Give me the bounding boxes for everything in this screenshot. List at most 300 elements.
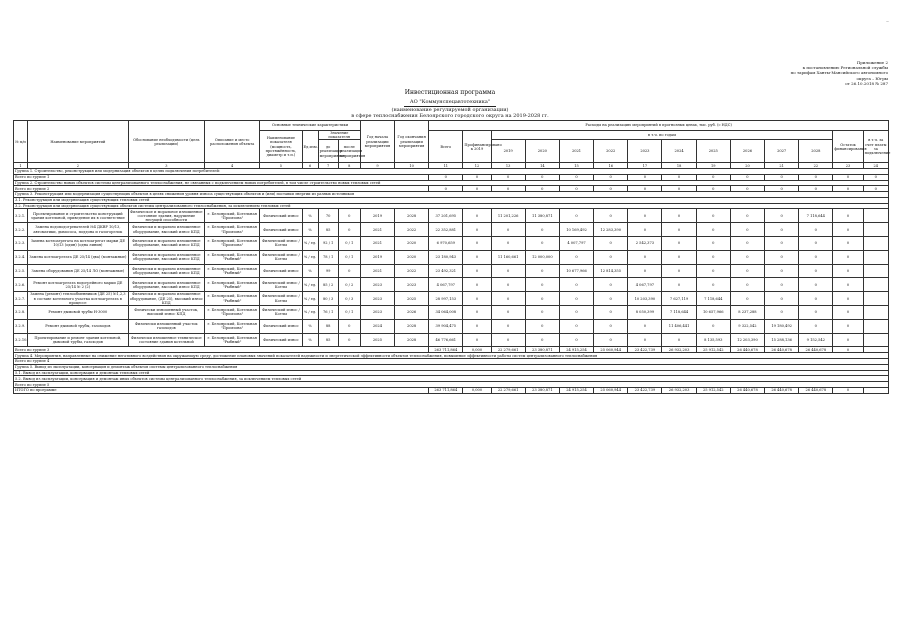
header-after: после реализации мероприятия (338, 140, 360, 163)
column-number: 12 (463, 163, 491, 169)
indicator-name: Физический износ / Котлы (260, 237, 302, 251)
column-number: 9 (360, 163, 394, 169)
cost-remaining: 0 (833, 306, 863, 320)
total-value: 0 (525, 174, 559, 180)
cost-financed: 0 (463, 209, 491, 223)
total-value: 0 (594, 174, 628, 180)
cost-total: 46 776,661 (429, 333, 463, 347)
header-tech: Основные технические характеристики (260, 121, 361, 131)
cost-year-2023: 8 050,399 (628, 306, 662, 320)
measure-justification: Физически и морально изношенное оборудование, (ДЕ 25), высокий износ КПД (129, 292, 203, 305)
cost-year-2021: 0 (559, 209, 593, 223)
total-value: 0 (491, 186, 525, 192)
cost-year-2021: 0 (559, 333, 593, 347)
value-before: 92 / 1 (318, 237, 338, 251)
column-number: 22 (799, 163, 833, 169)
cost-year-2021: 0 (559, 292, 593, 306)
year-start: 2025 (360, 333, 394, 347)
group-3-1-heading: 3.1. Реконструкция или модернизация существующих тепловых сетей (14, 197, 889, 203)
table-row (14, 264, 889, 278)
total-value: 263 711,864 (429, 388, 463, 394)
cost-year-2024: 0 (662, 264, 696, 278)
measure-justification: Физически и морально изношенное оборудование, высокий износ КПД (128, 278, 204, 292)
cost-year-2019: 0 (491, 223, 525, 237)
cost-year-2026: 0 (730, 278, 764, 292)
measure-location: г. Белоярский, Котельная "Промзона" (205, 223, 260, 237)
cost-financed: 0 (463, 237, 491, 251)
cost-financed: 0 (463, 223, 491, 237)
value-before: 76 / 1 (318, 306, 338, 320)
cost-year-2026: 0 (730, 237, 764, 251)
value-before: 85 (318, 333, 338, 347)
year-end: 2025 (395, 292, 429, 306)
value-before: 70 (318, 209, 338, 223)
cost-remaining: 0 (833, 292, 863, 306)
cost-year-2024: 0 (662, 223, 696, 237)
table-row (14, 209, 889, 223)
table-row (14, 250, 889, 264)
total-value: 0 (463, 186, 491, 192)
column-number: 6 (302, 163, 318, 169)
indicator-unit: % / ед. (302, 306, 318, 320)
cost-year-2027: 0 (765, 209, 799, 223)
cost-total: 22 352,881 (429, 223, 463, 237)
value-after: 0 (338, 223, 360, 237)
year-start: 2023 (360, 292, 394, 306)
indicator-name: Физический износ (260, 264, 302, 278)
appendix-line: округа – Югры (856, 75, 888, 81)
value-before: 78 / 1 (318, 250, 338, 264)
cost-year-2028: 0 (799, 306, 833, 320)
cost-year-2021: 0 (559, 278, 593, 292)
document-titles (250, 90, 650, 120)
measure-name: Ремонт котлоагрегата водогрейного марки ДЕ 25/14 № 2 (2) (28, 278, 129, 292)
cost-year-2026: 0 (730, 223, 764, 237)
measure-justification: Физически изношенное техническое состояние здания котельной (128, 333, 204, 347)
cost-connection-fee (863, 223, 888, 237)
cost-financed: 0 (463, 319, 491, 333)
total-value: 0 (696, 186, 730, 192)
year-end: 2020 (395, 250, 429, 264)
measure-name: Замена (ремонт) теплообменников (ДЕ 25) №1,2,3 в составе котельного участка котлоагрегата в процессе (28, 292, 129, 306)
cost-year-2019: 0 (491, 306, 525, 320)
group-5-1-heading: 5.1. Вывод из эксплуатации, консервация и демонтаж тепловых сетей (14, 370, 889, 376)
total-value: 25 912,542 (696, 347, 730, 353)
year-start: 2023 (360, 306, 394, 320)
column-number: 7 (318, 163, 338, 169)
group-2-heading: Группа 2. Строительство новых объектов системы централизованного теплоснабжения, не связанных с подключением новых потребителей, в том числе строительство новых тепловых сетей (14, 180, 889, 186)
total-value: 0,000 (463, 347, 491, 353)
total-value: 0 (833, 388, 863, 394)
column-number: 1 (14, 163, 28, 169)
column-number: 21 (765, 163, 799, 169)
value-before: 88 (318, 319, 338, 333)
total-value: 26 440,678 (730, 347, 764, 353)
cost-total: 28 997,153 (429, 292, 463, 306)
column-number: 2 (28, 163, 129, 169)
total-value: 26 440,678 (799, 388, 833, 394)
cost-year-2021: 0 (559, 319, 593, 333)
organization-note: (наименование регулируемой организации) (391, 106, 509, 113)
value-after: 0 (338, 264, 360, 278)
cost-connection-fee (863, 278, 888, 292)
cost-year-2020: 0 (525, 333, 559, 347)
cost-year-2021: 4 007,797 (559, 237, 593, 251)
year-start: 2021 (360, 264, 394, 278)
indicator-unit: % (302, 319, 318, 333)
total-value: 0 (559, 186, 593, 192)
total-value: 26 440,678 (765, 347, 799, 353)
group-1-heading: Группа 1. Строительство, реконструкция или модернизация объектов в целях подключения потребителей: (14, 168, 889, 174)
cost-connection-fee (863, 250, 888, 264)
indicator-name: Физический износ (260, 223, 302, 237)
indicator-unit: % (302, 264, 318, 278)
year-start: 2023 (360, 278, 394, 292)
cost-year-2027: 0 (765, 223, 799, 237)
cost-year-2020: 0 (525, 292, 559, 306)
total-value: 24 915,254 (559, 347, 593, 353)
cost-year-2023: 0 (628, 264, 662, 278)
total-value: 26 440,678 (765, 388, 799, 394)
header-year-2022: 2022 (594, 140, 628, 163)
cost-year-2019: 0 (491, 264, 525, 278)
measure-number: 3.2.1. (14, 209, 28, 223)
cost-year-2028: 0 (799, 319, 833, 333)
column-number: 11 (429, 163, 463, 169)
measure-number: 3.2.4. (14, 250, 28, 264)
header-justification: Обоснование необходимости (цель реализации) (128, 121, 204, 163)
table-row (14, 237, 889, 251)
year-end: 2022 (395, 223, 429, 237)
cost-year-2020: 11 380,871 (525, 209, 559, 223)
value-after: 0 / 1 (338, 250, 360, 264)
column-number: 3 (128, 163, 204, 169)
measure-location: г. Белоярский, Котельная "Рыбный" (205, 250, 260, 264)
indicator-name: Физический износ / Котлы (260, 250, 302, 264)
total-value: 0 (730, 174, 764, 180)
indicator-name: Физический износ / Котлы (260, 292, 302, 306)
cost-year-2024: 0 (662, 250, 696, 264)
total-value: 0 (863, 186, 888, 192)
cost-year-2019: 11 160,661 (491, 250, 525, 264)
indicator-unit: % / ед. (302, 250, 318, 264)
indicator-unit: % (302, 333, 318, 347)
column-number: 23 (833, 163, 863, 169)
indicator-name: Физический износ (260, 209, 302, 223)
column-number: 18 (662, 163, 696, 169)
measure-name: Замена котлоагрегата ДЕ 25/14 (два) (монтажные) (28, 250, 129, 264)
total-value: 22 279,661 (491, 388, 525, 394)
total-value: 26 932,203 (662, 347, 696, 353)
cost-year-2026: 8 237,288 (730, 306, 764, 320)
cost-year-2024: 7 118,644 (662, 306, 696, 320)
cost-year-2020: 0 (525, 237, 559, 251)
year-end: 2026 (395, 306, 429, 320)
value-after: 0 / 1 (338, 306, 360, 320)
measure-name: Ремонт дымовой трубы Н-3000 (28, 306, 129, 320)
total-value: 0 (559, 174, 593, 180)
indicator-unit: % / ед. (302, 278, 318, 292)
header-location: Описание и место расположения объекта (205, 121, 260, 163)
measure-justification: Физически и морально изношенное оборудование, высокий износ КПД (128, 250, 204, 264)
appendix-line: от 26.10.2018 № 287 (845, 80, 888, 86)
cost-year-2023: 0 (628, 250, 662, 264)
value-before: 85 (318, 223, 338, 237)
cost-year-2024: 0 (662, 278, 696, 292)
measure-name: Замена котлоагрегата на котлоагрегат марки ДЕ 10/13 (один) (одна линия) (28, 237, 129, 251)
total-value: 0 (799, 186, 833, 192)
document-title: Инвестиционная программа (404, 89, 496, 96)
value-after: 0 / 2 (338, 278, 360, 292)
cost-year-2020: 12 000,000 (525, 250, 559, 264)
cost-year-2025: 8 135,593 (696, 333, 730, 347)
measure-number: 3.2.7. (14, 292, 28, 306)
cost-financed: 0 (463, 333, 491, 347)
total-value: 22 279,661 (491, 347, 525, 353)
header-tech-name: Наименование показателя (мощность, протяжённость, диаметр и т.п.) (260, 131, 302, 163)
cost-year-2026: 9 322,542 (730, 319, 764, 333)
header-year-start: Год начала реализации мероприятия (360, 121, 394, 163)
cost-year-2022: 0 (594, 237, 628, 251)
total-value: 0 (662, 174, 696, 180)
cost-year-2019: 0 (491, 278, 525, 292)
total-value: 0 (833, 186, 863, 192)
group-5-heading: Группа 5. Вывод из эксплуатации, консервация и демонтаж объектов системы централизованного теплоснабжения (14, 364, 889, 370)
cost-year-2020: 0 (525, 278, 559, 292)
measure-location: г. Белоярский, Котельная "Рыбный" (205, 333, 260, 347)
cost-year-2019: 0 (491, 333, 525, 347)
total-value: 263 711,864 (429, 347, 463, 353)
header-remaining: Остаток финансирования (833, 131, 863, 163)
cost-total: 4 067,797 (429, 278, 463, 292)
column-number: 15 (559, 163, 593, 169)
measure-location: г. Белоярский, Котельная "Рыбный" (205, 292, 260, 306)
total-value: 0 (628, 174, 662, 180)
cost-year-2023: 0 (628, 209, 662, 223)
cost-year-2028: 0 (799, 250, 833, 264)
cost-year-2020: 0 (525, 223, 559, 237)
cost-year-2024: 0 (662, 237, 696, 251)
grand-total-row (14, 388, 889, 394)
appendix-note (778, 60, 888, 86)
cost-year-2028: 9 152,542 (799, 333, 833, 347)
total-value: 23 422,739 (628, 347, 662, 353)
appendix-line: к постановлению Региональной службы (802, 65, 888, 71)
header-year-2021: 2021 (559, 140, 593, 163)
organization-name: АО "Коммунспецавтотехника" (404, 99, 496, 106)
header-year-2023: 2023 (628, 140, 662, 163)
total-value: 0 (765, 186, 799, 192)
cost-year-2022: 0 (594, 319, 628, 333)
grand-total-label: ИТОГО по программе (14, 388, 429, 394)
header-year-2020: 2020 (525, 140, 559, 163)
cost-remaining: 0 (833, 209, 863, 223)
measure-name: Проектирование и строительство конструкций здания котельной, приведение их в соответствие (28, 209, 129, 223)
cost-year-2027: 0 (765, 237, 799, 251)
header-incl-years: в т.ч. по годам (491, 131, 833, 140)
cost-year-2021: 10 677,966 (559, 264, 593, 278)
cost-year-2026: 0 (730, 292, 764, 306)
measure-name: Проектирование и ремонт здания котельной, дымовой трубы, газоходов (28, 333, 129, 347)
cost-total: 37 201,695 (429, 209, 463, 223)
page-corner-mark: – (886, 18, 889, 25)
total-value: 26 932,203 (662, 388, 696, 394)
cost-year-2023: 0 (628, 319, 662, 333)
cost-year-2028: 0 (799, 237, 833, 251)
total-label: Всего по группе 3 (14, 347, 429, 353)
cost-year-2020: 0 (525, 306, 559, 320)
cost-financed: 0 (463, 278, 491, 292)
total-label: Всего по группе 4 (14, 359, 889, 365)
measure-location: г. Белоярский, Котельная "Промзона" (205, 209, 260, 223)
header-year-end: Год окончания реализации мероприятия (395, 121, 429, 163)
total-value-blank (863, 388, 888, 394)
total-value: 0 (833, 347, 863, 353)
cost-connection-fee (863, 209, 888, 223)
measure-number: 3.2.9. (14, 319, 28, 333)
year-start: 2021 (360, 223, 394, 237)
cost-remaining: 0 (833, 333, 863, 347)
measure-justification: Физически и морально изношенное оборудование, высокий износ КПД (128, 223, 204, 237)
cost-financed: 0 (463, 306, 491, 320)
header-before: до реализации мероприятия (318, 140, 338, 163)
cost-year-2027: 0 (765, 264, 799, 278)
cost-connection-fee (863, 292, 888, 306)
table-row (14, 223, 889, 237)
cost-year-2026: 12 203,390 (730, 333, 764, 347)
header-tech-value: Значение показателя (318, 131, 360, 140)
cost-year-2024: 0 (662, 209, 696, 223)
value-after: 0 / 1 (338, 237, 360, 251)
cost-year-2025: 0 (696, 223, 730, 237)
cost-financed: 0 (463, 292, 491, 306)
total-value: 25 912,542 (696, 388, 730, 394)
cost-year-2027: 0 (765, 250, 799, 264)
cost-year-2027: 0 (765, 278, 799, 292)
cost-year-2019: 0 (491, 292, 525, 306)
header-year-2026: 2026 (730, 140, 764, 163)
table-row (14, 278, 889, 292)
measure-name: Замена оборудования ДЕ 25/14 ЛО (монтажные) (28, 264, 129, 278)
total-value: 0,000 (463, 388, 491, 394)
cost-year-2022: 12 283,390 (594, 223, 628, 237)
header-year-2024: 2024 (662, 140, 696, 163)
cost-year-2020: 0 (525, 264, 559, 278)
total-value: 0 (730, 186, 764, 192)
measure-location: г. Белоярский, Котельная "Промзона" (205, 319, 260, 333)
header-costs: Расходы на реализацию мероприятий в прогнозных ценах, тыс. руб. (с НДС) (429, 121, 889, 131)
cost-year-2025: 0 (696, 264, 730, 278)
total-value: 0 (525, 186, 559, 192)
cost-year-2026: 0 (730, 209, 764, 223)
cost-year-2026: 0 (730, 264, 764, 278)
cost-year-2024: 7 627,119 (662, 292, 696, 306)
value-after: 0 (338, 319, 360, 333)
cost-year-2025: 10 657,966 (696, 306, 730, 320)
cost-connection-fee (863, 306, 888, 320)
column-number: 24 (863, 163, 888, 169)
total-value: 0 (799, 174, 833, 180)
total-value: 0 (429, 174, 463, 180)
group-4-heading: Группа 4. Мероприятия, направленные на снижение негативного воздействия на окружающую среду, достижение плановых значений показателей надежности и энергетической эффективности объектов теплоснабжения, повышение эффективности работы систем централизованного теплоснабжения (14, 353, 889, 359)
measure-justification: Физически изношенный участок газоходов (128, 319, 204, 333)
total-value: 26 440,678 (730, 388, 764, 394)
cost-year-2027: 0 (765, 292, 799, 306)
total-value: 0 (696, 174, 730, 180)
cost-total: 39 904,475 (429, 319, 463, 333)
cost-remaining: 0 (833, 223, 863, 237)
column-number: 19 (696, 163, 730, 169)
measure-number: 3.2.6. (14, 278, 28, 292)
cost-total: 23 492,321 (429, 264, 463, 278)
cost-year-2028: 0 (799, 292, 833, 306)
measure-number: 3.2.8. (14, 306, 28, 320)
cost-year-2026: 0 (730, 250, 764, 264)
cost-year-2022: 0 (594, 292, 628, 306)
cost-year-2024: 11 406,441 (662, 319, 696, 333)
measure-location: г. Белоярский, Котельная "Рыбный" (205, 278, 260, 292)
column-number: 5 (260, 163, 302, 169)
column-number: 16 (594, 163, 628, 169)
cost-year-2022: 0 (594, 333, 628, 347)
table-row (14, 333, 889, 347)
cost-year-2023: 2 542,373 (628, 237, 662, 251)
total-value: 0 (863, 174, 888, 180)
total-label: Всего по группе 5 (14, 382, 889, 388)
value-before: 80 / 3 (318, 292, 338, 306)
year-end: 2028 (395, 319, 429, 333)
year-end: 2022 (395, 264, 429, 278)
indicator-unit: % (302, 223, 318, 237)
program-scope: в сфере теплоснабжения Белоярского городского округа на 2019-2028 гг. (351, 113, 549, 120)
cost-year-2019: 0 (491, 237, 525, 251)
table-row (14, 292, 889, 306)
column-number: 20 (730, 163, 764, 169)
value-before: 99 (318, 264, 338, 278)
total-value: 0 (429, 186, 463, 192)
indicator-unit: % (302, 209, 318, 223)
cost-total: 6 970,659 (429, 237, 463, 251)
total-value: 0 (463, 174, 491, 180)
year-end: 2028 (395, 209, 429, 223)
column-number: 4 (205, 163, 260, 169)
cost-year-2023: 4 067,797 (628, 278, 662, 292)
header-year-2019: 2019 (491, 140, 525, 163)
measure-justification: Физическое и моральное изношенное состояние здания, нарушение несущей способности (130, 209, 203, 222)
investment-program-table (13, 120, 889, 394)
value-before: 85 / 2 (318, 278, 338, 292)
cost-financed: 0 (463, 264, 491, 278)
cost-year-2019: 0 (491, 319, 525, 333)
cost-connection-fee (863, 237, 888, 251)
cost-year-2028: 0 (799, 278, 833, 292)
cost-year-2023: 0 (628, 333, 662, 347)
cost-year-2027: 19 180,492 (765, 319, 799, 333)
measure-number: 3.2.10. (14, 333, 28, 347)
total-value: 0 (765, 174, 799, 180)
column-number: 17 (628, 163, 662, 169)
header-year-2028: 2028 (799, 140, 833, 163)
column-number: 14 (525, 163, 559, 169)
total-label: Всего по группе 2 (14, 186, 429, 192)
cost-remaining: 0 (833, 319, 863, 333)
total-value: 23 380,871 (525, 347, 559, 353)
year-end: 2023 (395, 278, 429, 292)
cost-year-2021: 10 169,492 (559, 223, 593, 237)
cost-remaining: 0 (833, 237, 863, 251)
cost-remaining: 0 (833, 278, 863, 292)
indicator-unit: % / ед. (302, 292, 318, 306)
